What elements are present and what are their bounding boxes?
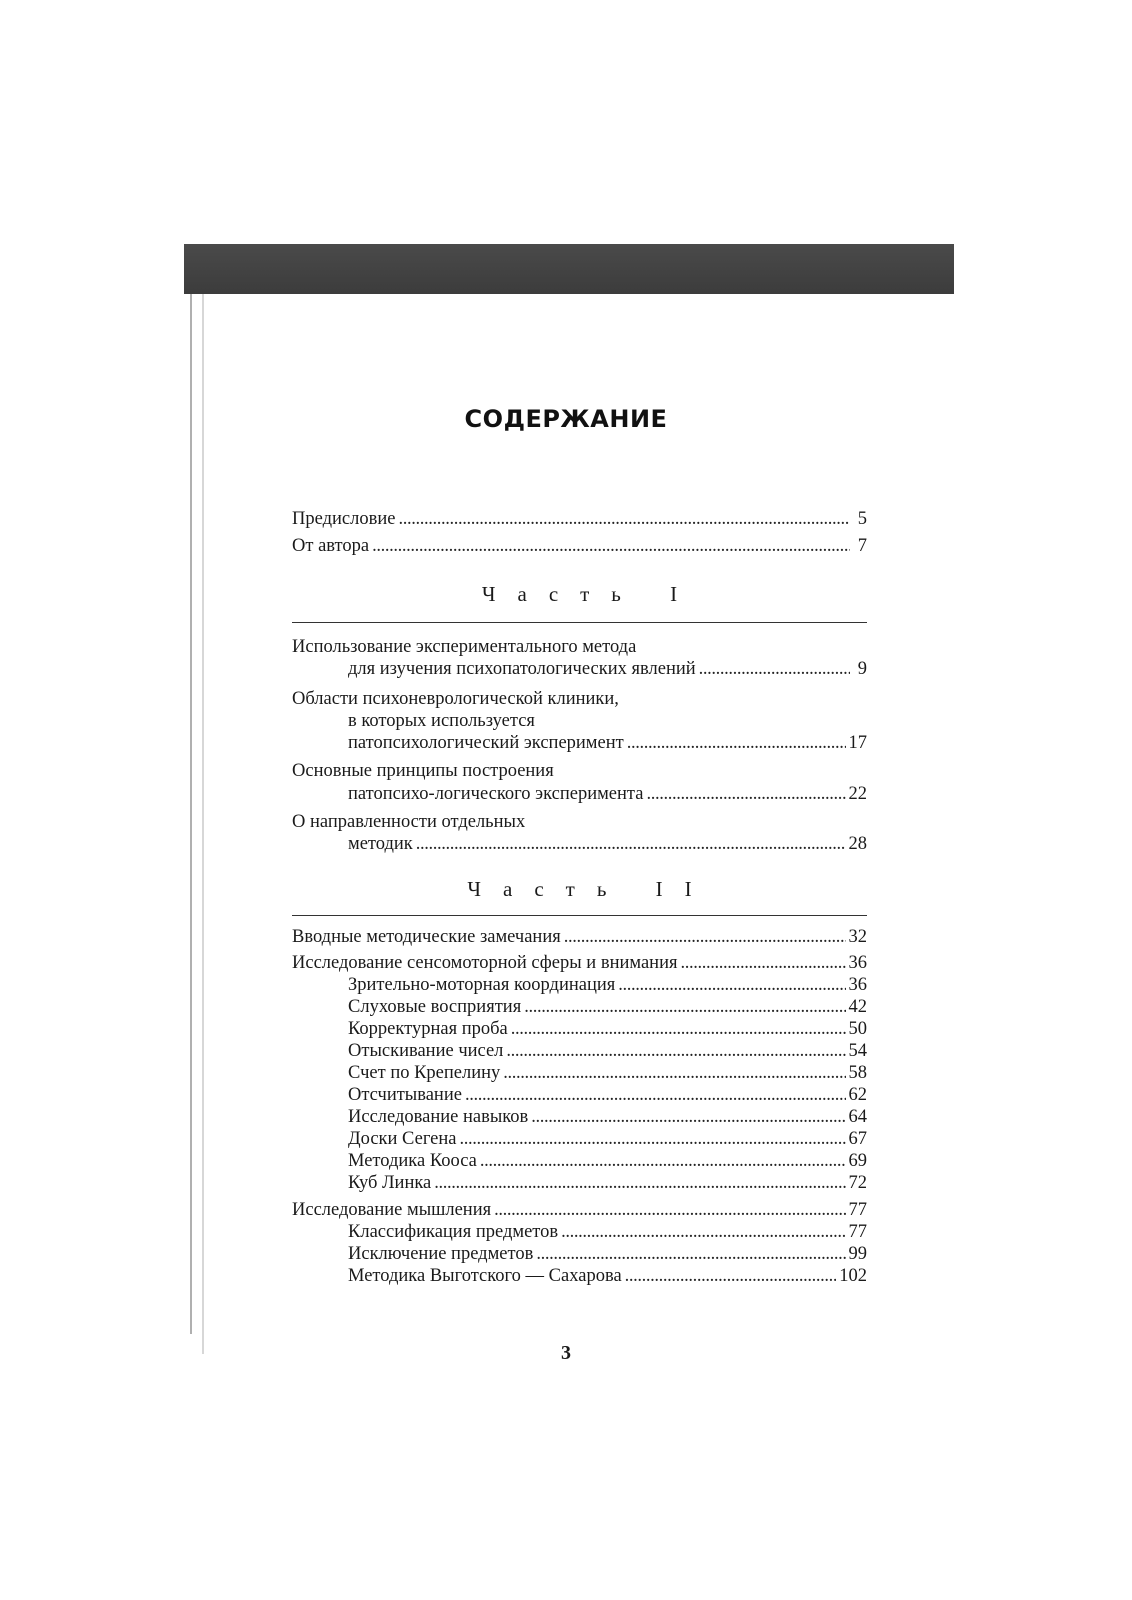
toc-entry-line[interactable]: Основные принципы построения — [292, 761, 554, 781]
toc-entry[interactable] — [292, 833, 867, 855]
toc-subentry[interactable] — [292, 1265, 867, 1287]
page-number: 3 — [561, 1342, 571, 1364]
leader-dots — [564, 926, 846, 948]
toc-subentry[interactable] — [292, 974, 867, 996]
toc-entry[interactable] — [292, 508, 867, 530]
toc-subentry[interactable] — [292, 996, 867, 1018]
toc-entry-page: 67 — [848, 1129, 867, 1149]
leader-dots — [625, 1265, 837, 1287]
toc-subentry[interactable] — [292, 1128, 867, 1150]
toc-entry-line[interactable]: Использование экспериментального метода — [292, 637, 637, 657]
toc-entry-title: Методика Выготского — Сахарова — [348, 1266, 622, 1286]
toc-entry-page: 64 — [848, 1107, 867, 1127]
leader-dots — [524, 996, 845, 1018]
leader-dots — [480, 1150, 846, 1172]
toc-subentry[interactable] — [292, 1018, 867, 1040]
leader-dots — [511, 1018, 846, 1040]
toc-entry-title: Отыскивание чисел — [348, 1041, 504, 1061]
toc-entry-page: 9 — [857, 659, 867, 679]
toc-entry-page: 42 — [848, 997, 867, 1017]
toc-entry-page: 58 — [848, 1063, 867, 1083]
toc-entry-title: Исключение предметов — [348, 1244, 534, 1264]
toc-subentry[interactable] — [292, 1221, 867, 1243]
leader-dots — [434, 1172, 845, 1194]
leader-dots — [494, 1199, 845, 1221]
toc-entry-title: Исследование мышления — [292, 1200, 492, 1220]
toc-entry-title: Счет по Крепелину — [348, 1063, 501, 1083]
toc-entry-title: Предисловие — [292, 509, 396, 529]
leader-dots — [465, 1084, 846, 1106]
toc-entry-title: Отсчитывание — [348, 1085, 462, 1105]
toc-entry[interactable] — [292, 1199, 867, 1221]
toc-entry-page: 17 — [848, 733, 867, 753]
toc-entry-line[interactable]: Области психоневрологической клиники, — [292, 689, 619, 709]
toc-entry-page: 22 — [848, 784, 867, 804]
toc-entry-title: От автора — [292, 536, 370, 556]
toc-entry[interactable] — [292, 658, 867, 680]
toc-entry-page: 28 — [848, 834, 867, 854]
leader-dots — [618, 974, 845, 996]
toc-subentry[interactable] — [292, 1040, 867, 1062]
part-heading: Часть I — [481, 582, 700, 606]
toc-entry-page: 102 — [839, 1266, 867, 1286]
part-rule — [292, 622, 867, 623]
toc-entry-title: Классификация предметов — [348, 1222, 559, 1242]
toc-entry-page: 62 — [848, 1085, 867, 1105]
toc-entry-page: 7 — [857, 536, 867, 556]
toc-entry-title: Доски Сегена — [348, 1129, 457, 1149]
toc-entry-title: Исследование сенсомоторной сферы и внимания — [292, 953, 678, 973]
leader-dots — [503, 1062, 845, 1084]
edge-rule — [202, 294, 204, 1354]
leader-dots — [398, 508, 850, 530]
toc-entry-line[interactable]: в которых используется — [348, 711, 535, 731]
toc-subentry[interactable] — [292, 1062, 867, 1084]
part-heading: Часть II — [467, 877, 714, 901]
toc-entry-title: Вводные методические замечания — [292, 927, 561, 947]
toc-subentry[interactable] — [292, 1243, 867, 1265]
toc-entry-title: Зрительно-моторная координация — [348, 975, 616, 995]
toc-subentry[interactable] — [292, 1172, 867, 1194]
page-left-edge — [184, 294, 214, 1374]
toc-entry-title: патопсихо-логического эксперимента — [348, 784, 644, 804]
toc-entry-title: Методика Кооса — [348, 1151, 477, 1171]
toc-entry-page: 36 — [848, 953, 867, 973]
toc-entry-page: 69 — [848, 1151, 867, 1171]
toc-entry-page: 77 — [848, 1200, 867, 1220]
toc-subentry[interactable] — [292, 1150, 867, 1172]
leader-dots — [646, 783, 845, 805]
toc-entry-page: 50 — [848, 1019, 867, 1039]
leader-dots — [536, 1243, 845, 1265]
toc-entry[interactable] — [292, 952, 867, 974]
toc-entry-title: Исследование навыков — [348, 1107, 529, 1127]
toc-entry-page: 77 — [848, 1222, 867, 1242]
toc-subentry[interactable] — [292, 1084, 867, 1106]
toc-entry-page: 72 — [848, 1173, 867, 1193]
edge-rule — [190, 294, 192, 1334]
toc-entry-page: 5 — [857, 509, 867, 529]
leader-dots — [699, 658, 850, 680]
leader-dots — [627, 732, 846, 754]
page-top-bar — [184, 244, 954, 294]
page-title: СОДЕРЖАНИЕ — [464, 405, 668, 433]
leader-dots — [680, 952, 845, 974]
toc-entry-title: для изучения психопатологических явлений — [348, 659, 696, 679]
leader-dots — [561, 1221, 845, 1243]
toc-entry-line[interactable]: О направленности отдельных — [292, 812, 526, 832]
toc-entry[interactable] — [292, 732, 867, 754]
toc-subentry[interactable] — [292, 1106, 867, 1128]
toc-entry-title: Слуховые восприятия — [348, 997, 522, 1017]
part-rule — [292, 915, 867, 916]
leader-dots — [460, 1128, 846, 1150]
toc-entry-title: Корректурная проба — [348, 1019, 508, 1039]
leader-dots — [372, 535, 850, 557]
toc-entry-page: 54 — [848, 1041, 867, 1061]
leader-dots — [416, 833, 846, 855]
toc-entry-page: 32 — [848, 927, 867, 947]
toc-entry-page: 36 — [848, 975, 867, 995]
toc-entry[interactable] — [292, 783, 867, 805]
leader-dots — [506, 1040, 845, 1062]
toc-entry-title: Куб Линка — [348, 1173, 432, 1193]
toc-entry[interactable] — [292, 926, 867, 948]
toc-entry[interactable] — [292, 535, 867, 557]
leader-dots — [531, 1106, 845, 1128]
toc-entry-title: методик — [348, 834, 413, 854]
toc-entry-page: 99 — [848, 1244, 867, 1264]
toc-entry-title: патопсихологический эксперимент — [348, 733, 624, 753]
